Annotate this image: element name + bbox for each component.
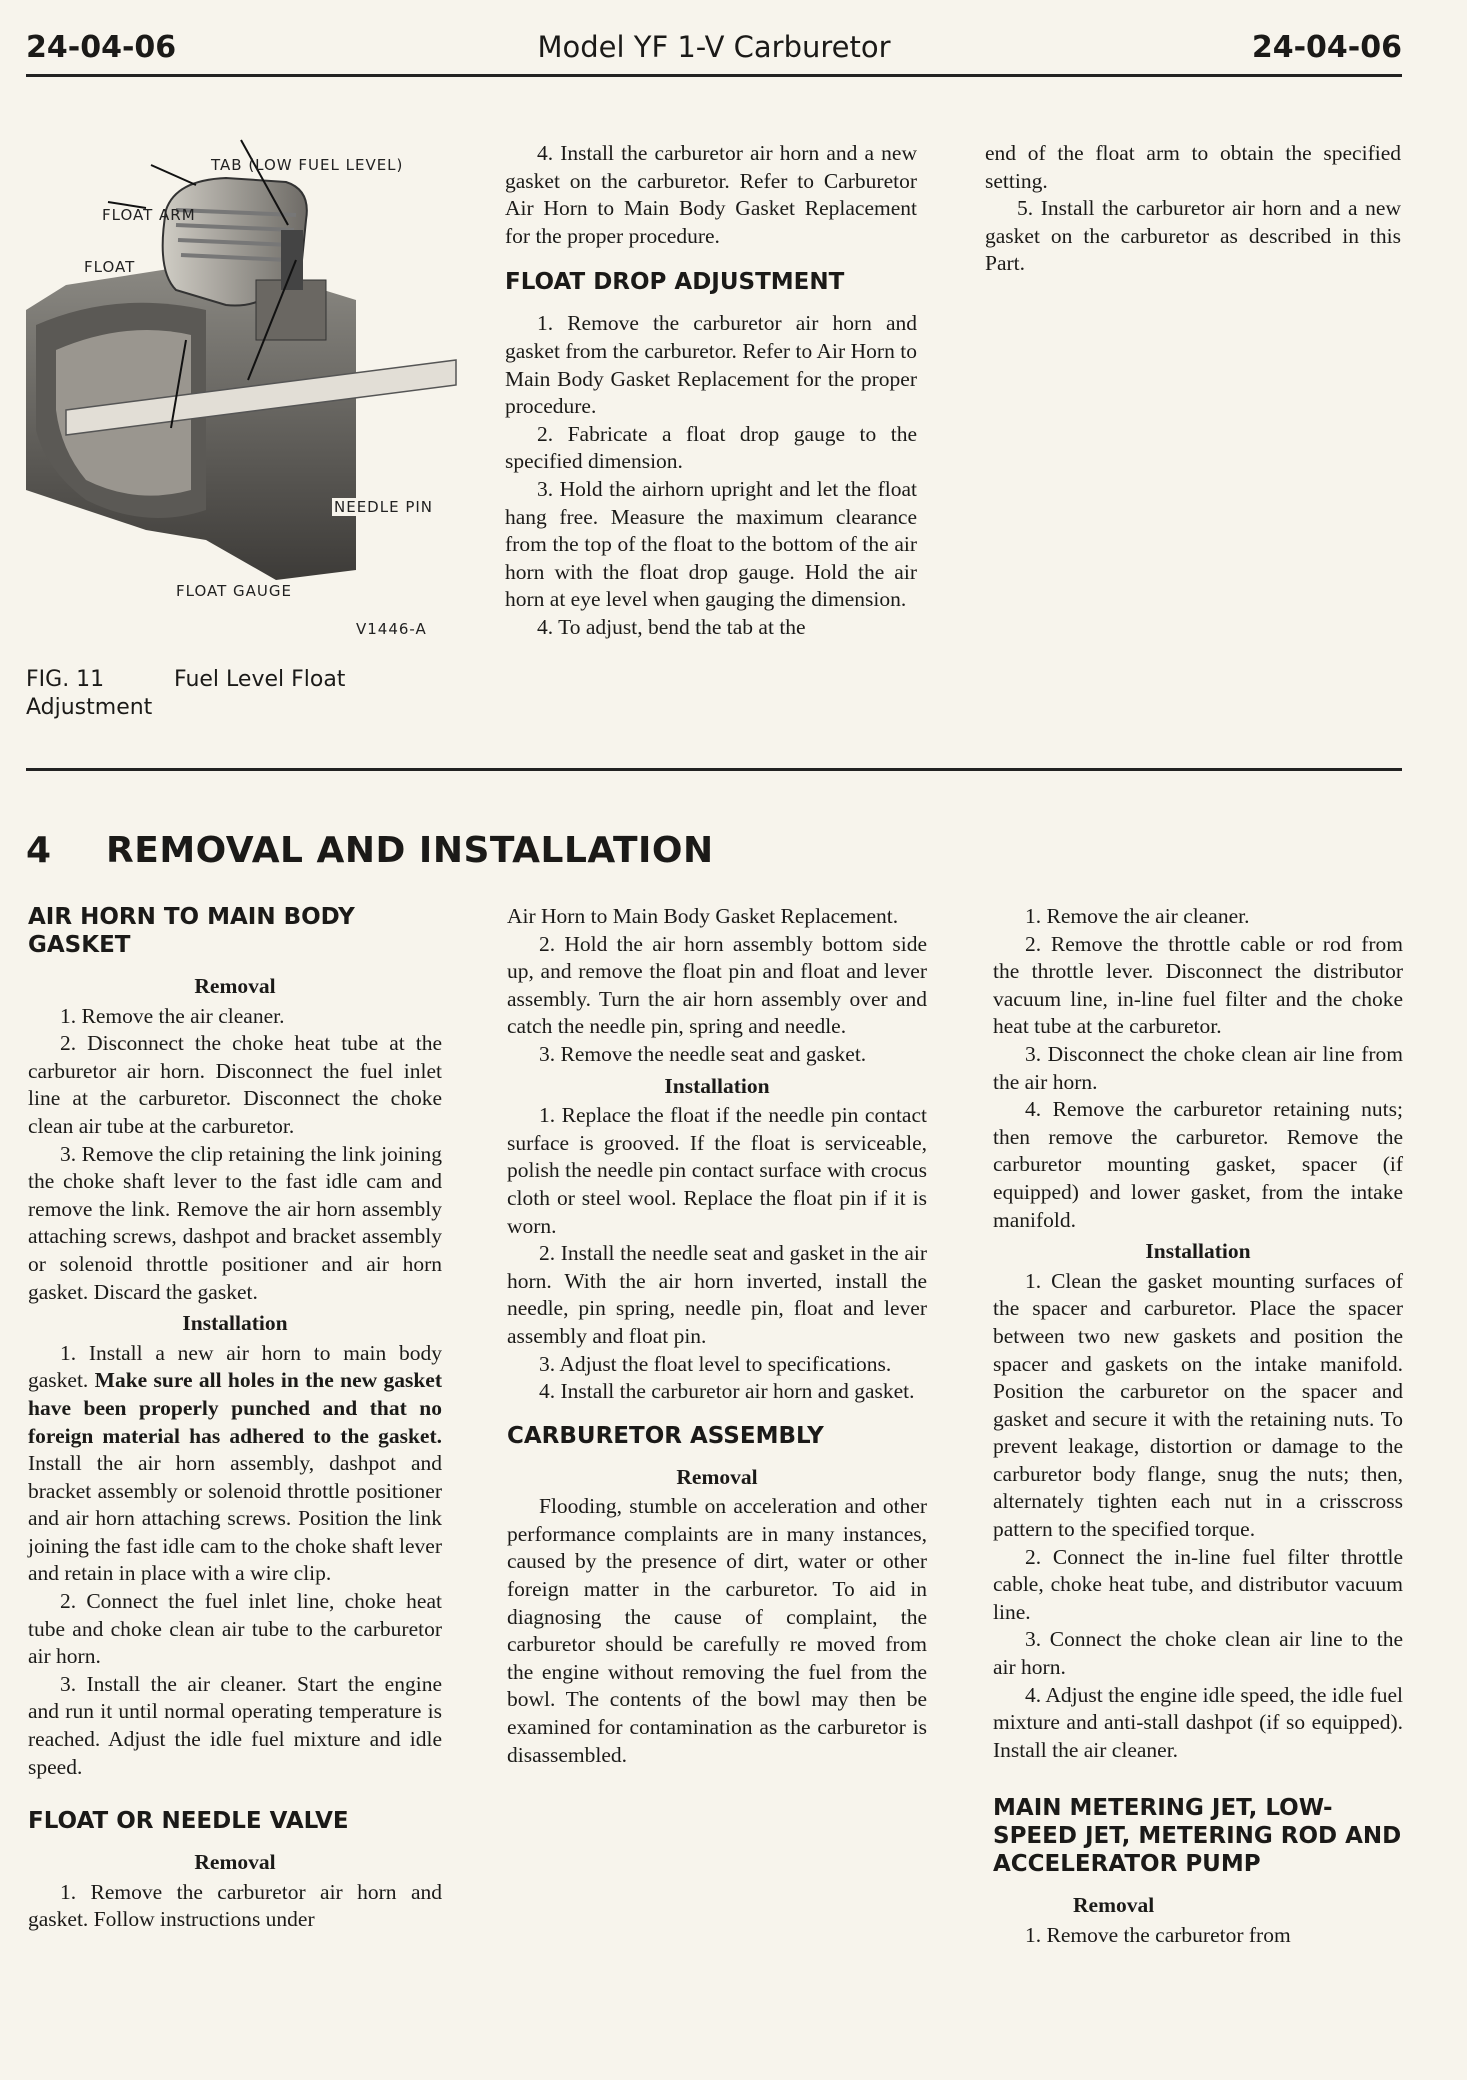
paragraph: 2. Fabricate a float drop gauge to the specified dimension. xyxy=(505,421,917,474)
paragraph: 4. Install the carburetor air horn and gasket. xyxy=(539,1379,915,1404)
column-2 xyxy=(507,903,927,1769)
paragraph: 3. Connect the choke clean air line to the air horn. xyxy=(993,1627,1403,1680)
top-column-3 xyxy=(985,140,1401,278)
bold-warning: Make sure all holes in the new gasket have been properly punched and that no foreign material has adhered to the gasket. xyxy=(28,1368,443,1448)
paragraph: 1. Remove the carburetor air horn and gasket from the carburetor. Refer to Air Horn to Main Body Gasket Replacement for the proper procedure. xyxy=(505,311,917,419)
figure-caption-title-line2: Adjustment xyxy=(26,695,153,720)
paragraph: 2. Connect the in-line fuel filter throttle cable, choke heat tube, and distributor vacuum line. xyxy=(993,1544,1403,1624)
section-title xyxy=(26,830,714,871)
figure-11 xyxy=(26,110,466,670)
paragraph: 2. Hold the air horn assembly bottom side up, and remove the float pin and float and lever assembly. Turn the air horn assembly over and catch the needle pin, spring and needle. xyxy=(507,931,927,1039)
paragraph: 4. Install the carburetor air horn and a new gasket on the carburetor. Refer to Carburetor Air Horn to Main Body Gasket Replacement for the proper procedure. xyxy=(505,141,917,248)
paragraph: 4. Adjust the engine idle speed, the idle fuel mixture and anti-stall dashpot (if so equipped). Install the air cleaner. xyxy=(993,1682,1403,1762)
column-3 xyxy=(993,903,1403,1950)
figure-caption-number: FIG. 11 xyxy=(26,667,105,692)
section-divider xyxy=(26,768,1402,771)
paragraph: 3. Hold the airhorn upright and let the float hang free. Measure the maximum clearance from the top of the float to the bottom of the air horn with the float drop gauge. Hold the air horn at eye level when gauging the dimension. xyxy=(505,476,917,612)
section-heading-float-drop: FLOAT DROP ADJUSTMENT xyxy=(505,269,845,296)
page-header xyxy=(26,30,1402,77)
paragraph: 4. To adjust, bend the tab at the xyxy=(537,614,806,639)
figure-caption-title: Fuel Level Float xyxy=(174,667,346,692)
section-title-text: REMOVAL AND INSTALLATION xyxy=(106,830,714,871)
label-float-arm: FLOAT ARM xyxy=(102,206,196,224)
paragraph: 4. Remove the carburetor retaining nuts; then remove the carburetor. Remove the carburetor mounting gasket, spacer (if equipped) and lower gasket, from the intake manifold. xyxy=(993,1097,1403,1232)
paragraph: 1. Clean the gasket mounting surfaces of the spacer and carburetor. Place the spacer between two new gaskets and position the spacer and gaskets on the intake manifold. Position the carburetor on the spacer and gasket and secure it with the retaining nuts. To prevent leakage, distortion or damage to the carburetor body flange, snug the nuts; then, alternately tighten each nut in a crisscross pattern to the specified torque. xyxy=(993,1268,1403,1542)
text-run: 1. Install a new air horn to main body gasket. xyxy=(28,1340,442,1393)
subheading-installation: Installation xyxy=(1145,1239,1251,1264)
page-running-title: Model YF 1-V Carburetor xyxy=(537,30,891,64)
subheading-removal: Removal xyxy=(676,1464,758,1489)
paragraph: Flooding, stumble on acceleration and other performance complaints are in many instances, caused by the presence of dirt, water or other foreign matter in the carburetor. To aid in diagnosing the cause of complaint, the carburetor should be carefully re moved from the engine without removing the fuel from the bowl. The contents of the bowl may then be examined for contamination as the carburetor is disassembled. xyxy=(507,1494,927,1767)
paragraph: end of the float arm to obtain the specified setting. xyxy=(985,141,1401,193)
subheading-removal: Removal xyxy=(1073,1893,1155,1918)
paragraph: 2. Install the needle seat and gasket in the air horn. With the air horn inverted, install the needle, pin spring, needle pin, float and lever assembly and float pin. xyxy=(507,1241,927,1348)
label-float: FLOAT xyxy=(84,258,136,276)
paragraph: 1. Remove the carburetor from xyxy=(1025,1923,1291,1947)
section-heading-carburetor-assembly: CARBURETOR ASSEMBLY xyxy=(507,1422,824,1449)
paragraph: 1. Remove the carburetor air horn and gasket. Follow instructions under xyxy=(28,1879,442,1932)
paragraph: 2. Remove the throttle cable or rod from the throttle lever. Disconnect the distributor vacuum line, in-line fuel filter and the choke heat tube at the carburetor. xyxy=(993,931,1403,1039)
column-1 xyxy=(28,903,442,1934)
subheading-installation: Installation xyxy=(664,1073,770,1098)
paragraph: Air Horn to Main Body Gasket Replacement. xyxy=(507,904,899,928)
section-heading-main-metering-jet: MAIN METERING JET, LOW-SPEED JET, METERING ROD AND ACCELERATOR PUMP xyxy=(993,1795,1402,1878)
figure-code: V1446-A xyxy=(356,620,427,638)
subheading-removal: Removal xyxy=(194,1850,276,1875)
top-column-2 xyxy=(505,140,917,642)
page-number-left: 24-04-06 xyxy=(26,30,177,65)
paragraph: 2. Disconnect the choke heat tube at the carburetor air horn. Disconnect the fuel inlet line at the carburetor. Disconnect the choke clean air tube at the carburetor. xyxy=(28,1031,442,1138)
section-heading-float-needle: FLOAT OR NEEDLE VALVE xyxy=(28,1808,349,1835)
paragraph: 1. Remove the air cleaner. xyxy=(60,1003,285,1028)
paragraph: 3. Disconnect the choke clean air line from the air horn. xyxy=(993,1041,1403,1094)
subheading-removal: Removal xyxy=(194,974,276,998)
paragraph xyxy=(28,1340,442,1588)
text-run: Install the air horn assembly, dashpot and bracket assembly or solenoid throttle positioner and air horn attaching screws. Position the link joining the fast idle cam to the choke shaft lever and retain in place with a wire clip. xyxy=(28,1451,442,1586)
paragraph: 1. Remove the air cleaner. xyxy=(1025,904,1250,928)
paragraph: 3. Adjust the float level to specifications. xyxy=(539,1351,892,1376)
paragraph: 1. Replace the float if the needle pin contact surface is grooved. If the float is serviceable, polish the needle pin contact surface with crocus cloth or steel wool. Replace the float pin if it is worn. xyxy=(507,1103,927,1238)
section-heading-air-horn: AIR HORN TO MAIN BODY GASKET xyxy=(28,904,355,958)
paragraph: 5. Install the carburetor air horn and a new gasket on the carburetor as described in this Part. xyxy=(985,196,1401,276)
paragraph: 3. Remove the needle seat and gasket. xyxy=(539,1041,867,1066)
section-number: 4 xyxy=(26,830,52,871)
label-float-gauge: FLOAT GAUGE xyxy=(176,582,292,600)
label-needle-pin: NEEDLE PIN xyxy=(334,498,434,516)
paragraph: 3. Install the air cleaner. Start the engine and run it until normal operating temperature is reached. Adjust the idle fuel mixture and idle speed. xyxy=(28,1671,442,1779)
paragraph: 2. Connect the fuel inlet line, choke heat tube and choke clean air tube to the carburetor air horn. xyxy=(28,1589,442,1669)
page-number-right: 24-04-06 xyxy=(1251,30,1402,65)
subheading-installation: Installation xyxy=(182,1311,288,1336)
label-tab: TAB (LOW FUEL LEVEL) xyxy=(211,156,404,174)
paragraph: 3. Remove the clip retaining the link joining the choke shaft lever to the fast idle cam and remove the link. Remove the air horn assembly attaching screws, dashpot and bracket assembly or solenoid throttle positioner and air horn gasket. Discard the gasket. xyxy=(28,1141,442,1304)
